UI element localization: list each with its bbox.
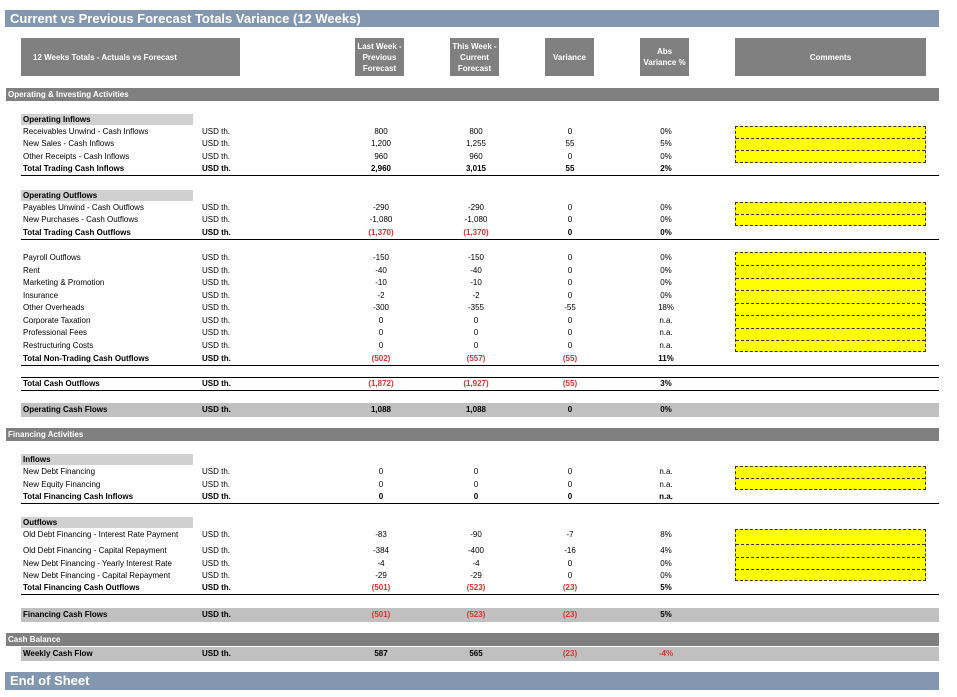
row-label: Total Non-Trading Cash Outflows [23,354,150,363]
end-of-sheet-banner: End of Sheet [5,672,939,690]
row-unit: USD th. [202,215,231,224]
row-this: 960 [469,152,483,161]
row-last: -290 [372,203,389,212]
row-abs: 5% [660,139,672,148]
row-var: 0 [567,492,573,501]
row-label: Old Debt Financing - Interest Rate Payment [23,530,179,539]
row-label: New Purchases - Cash Outflows [23,215,139,224]
row-last: -2 [377,291,385,300]
row-label: Payroll Outflows [23,253,81,262]
row-last: (502) [371,354,391,363]
row-last: 1,200 [370,139,392,148]
header-abs-variance [640,38,689,76]
sheet-title: Current vs Previous Forecast Totals Variance (12 Weeks) [5,10,939,27]
row-unit: USD th. [202,228,231,237]
header-this-week [450,38,499,76]
row-unit: USD th. [202,530,231,539]
row-var: (55) [562,354,578,363]
row-label: Corporate Taxation [23,316,91,325]
row-abs: n.a. [659,492,673,501]
row-last: -29 [375,571,387,580]
row-abs: 5% [660,583,672,592]
row-this: 1,088 [465,405,487,414]
row-abs: 0% [660,559,672,568]
row-abs: n.a. [659,341,673,350]
row-abs: n.a. [659,467,673,476]
row-var: 0 [567,266,573,275]
row-this: -10 [470,278,482,287]
row-abs: n.a. [659,480,673,489]
row-label: Total Trading Cash Inflows [23,164,125,173]
row-last: (501) [371,610,391,619]
row-last: -4 [377,559,385,568]
row-this: -290 [467,203,484,212]
row-this: 0 [473,480,479,489]
row-label: New Debt Financing - Capital Repayment [23,571,171,580]
row-var: 0 [567,559,573,568]
row-abs: 0% [660,215,672,224]
row-abs: 0% [660,203,672,212]
row-last: -300 [372,303,389,312]
row-unit: USD th. [202,341,231,350]
group-operating-inflows: Operating Inflows [21,114,193,125]
row-unit: USD th. [202,610,231,619]
header-this-week-line2: Current [460,52,489,62]
total-row [21,491,939,504]
total-row [21,377,939,391]
row-unit: USD th. [202,559,231,568]
header-last-week-line2: Previous [362,52,397,62]
row-unit: USD th. [202,467,231,476]
row-label: Total Financing Cash Outflows [23,583,140,592]
row-this: 0 [473,316,479,325]
row-last: 0 [378,328,384,337]
row-label: New Debt Financing [23,467,96,476]
row-unit: USD th. [202,139,231,148]
row-abs: 0% [660,253,672,262]
row-this: 1,255 [465,139,487,148]
row-unit: USD th. [202,127,231,136]
header-abs-line1: Abs [656,47,673,56]
row-var: 0 [567,215,573,224]
row-this: 0 [473,341,479,350]
row-var: 0 [567,127,573,136]
comment-input[interactable] [735,252,926,352]
row-abs: 0% [660,278,672,287]
row-last: -10 [375,278,387,287]
row-var: 0 [567,328,573,337]
row-unit: USD th. [202,571,231,580]
row-this: (1,370) [463,228,489,237]
row-abs: n.a. [659,316,673,325]
comment-input[interactable] [735,466,926,490]
header-abs-line2: Variance % [643,58,686,67]
row-this: (523) [466,583,486,592]
row-abs: 4% [660,546,672,555]
row-last: (1,872) [368,379,394,388]
row-this: (557) [466,354,486,363]
row-label: Total Trading Cash Outflows [23,228,131,237]
row-unit: USD th. [202,291,231,300]
row-abs: 11% [658,354,674,363]
header-last-week-line3: Forecast [362,63,397,73]
row-var: 0 [567,571,573,580]
group-inflows: Inflows [21,454,193,465]
row-last: -40 [375,266,387,275]
row-this: (1,927) [463,379,489,388]
row-var: 55 [565,139,575,148]
row-var: 0 [567,341,573,350]
row-last: -83 [375,530,387,539]
row-this: -355 [467,303,484,312]
row-unit: USD th. [202,583,231,592]
row-var: -55 [564,303,576,312]
row-label: Rent [23,266,40,275]
header-variance: Variance [545,38,594,76]
row-unit: USD th. [202,266,231,275]
row-var: 0 [567,203,573,212]
row-this: 0 [473,492,479,501]
row-label: Weekly Cash Flow [23,649,93,658]
row-this: 3,015 [465,164,487,173]
row-unit: USD th. [202,253,231,262]
row-abs: 2% [660,164,672,173]
row-label: New Equity Financing [23,480,101,489]
row-unit: USD th. [202,316,231,325]
row-abs: 0% [660,291,672,300]
row-label: Marketing & Promotion [23,278,105,287]
row-unit: USD th. [202,405,231,414]
row-label: New Debt Financing - Yearly Interest Rate [23,559,172,568]
row-this: -400 [467,546,484,555]
financing-cash-flows-row [21,608,939,622]
row-abs: 0% [660,127,672,136]
section-cash-balance: Cash Balance [6,633,939,646]
row-label: Financing Cash Flows [23,610,108,619]
total-row [21,353,939,366]
row-var: 0 [567,253,573,262]
row-var: 0 [567,228,573,237]
row-label: Other Overheads [23,303,85,312]
row-this: 0 [473,467,479,476]
row-last: 1,088 [370,405,392,414]
row-last: 800 [374,127,388,136]
row-abs: 3% [660,379,672,388]
row-unit: USD th. [202,164,231,173]
row-label: Old Debt Financing - Capital Repayment [23,546,167,555]
row-label: Total Cash Outflows [23,379,100,388]
header-comments: Comments [735,38,926,76]
row-label: New Sales - Cash Inflows [23,139,115,148]
comment-input[interactable] [735,529,926,581]
row-this: (523) [466,610,486,619]
row-this: 800 [469,127,483,136]
row-last: (501) [371,583,391,592]
row-abs: n.a. [659,328,673,337]
row-unit: USD th. [202,480,231,489]
row-this: -90 [470,530,482,539]
row-last: -384 [372,546,389,555]
row-abs: 8% [660,530,672,539]
row-this: -150 [467,253,484,262]
weekly-cash-flow-row [21,647,939,661]
row-abs: 5% [660,610,672,619]
row-var: 0 [567,291,573,300]
row-abs: 18% [657,303,674,312]
row-var: (23) [562,649,578,658]
row-last: 0 [378,341,384,350]
group-outflows: Outflows [21,517,193,528]
row-abs: 0% [660,266,672,275]
row-var: 55 [565,164,575,173]
row-label: Restructuring Costs [23,341,94,350]
row-this: -40 [470,266,482,275]
row-var: 0 [567,405,573,414]
header-label: 12 Weeks Totals - Actuals vs Forecast [21,38,240,76]
row-unit: USD th. [202,203,231,212]
row-this: -4 [472,559,480,568]
row-abs: 0% [660,152,672,161]
row-var: 0 [567,152,573,161]
row-last: -1,080 [369,215,393,224]
row-label: Receivables Unwind - Cash Inflows [23,127,149,136]
row-abs: 0% [660,405,672,414]
row-var: (23) [562,583,578,592]
row-unit: USD th. [202,152,231,161]
row-unit: USD th. [202,379,231,388]
row-unit: USD th. [202,492,231,501]
row-last: 2,960 [370,164,392,173]
row-var: (55) [562,379,578,388]
row-last: (1,370) [368,228,394,237]
row-unit: USD th. [202,278,231,287]
row-this: -2 [472,291,480,300]
header-this-week-line3: Forecast [457,63,492,73]
row-var: -16 [564,546,576,555]
row-label: Insurance [23,291,59,300]
row-this: 0 [473,328,479,337]
row-label: Payables Unwind - Cash Outflows [23,203,144,212]
comment-input[interactable] [735,202,926,226]
operating-cash-flows-row [21,403,939,417]
comment-input[interactable] [735,126,926,163]
total-row [21,227,939,240]
section-financing: Financing Activities [6,428,939,441]
total-row [21,582,939,595]
row-var: 0 [567,278,573,287]
group-operating-outflows: Operating Outflows [21,190,193,201]
row-unit: USD th. [202,354,231,363]
header-last-week [355,38,404,76]
row-label: Professional Fees [23,328,88,337]
row-var: (23) [562,610,578,619]
total-row [21,163,939,176]
row-this: 565 [469,649,483,658]
row-this: -29 [470,571,482,580]
row-last: 0 [378,316,384,325]
section-operating: Operating & Investing Activities [6,88,939,101]
row-unit: USD th. [202,328,231,337]
row-last: 960 [374,152,388,161]
row-var: 0 [567,467,573,476]
row-label: Operating Cash Flows [23,405,108,414]
row-last: 0 [378,480,384,489]
row-abs: 0% [660,571,672,580]
row-var: -7 [566,530,574,539]
row-this: -1,080 [464,215,488,224]
row-unit: USD th. [202,303,231,312]
header-last-week-line1: Last Week - [357,41,402,51]
row-label: Total Financing Cash Inflows [23,492,134,501]
header-this-week-line1: This Week - [452,41,497,51]
row-unit: USD th. [202,649,231,658]
row-var: 0 [567,316,573,325]
row-last: 0 [378,492,384,501]
row-last: -150 [372,253,389,262]
row-abs: -4% [658,649,674,658]
row-abs: 0% [660,228,672,237]
row-last: 0 [378,467,384,476]
row-var: 0 [567,480,573,489]
row-last: 587 [374,649,388,658]
row-label: Other Receipts - Cash Inflows [23,152,130,161]
row-unit: USD th. [202,546,231,555]
